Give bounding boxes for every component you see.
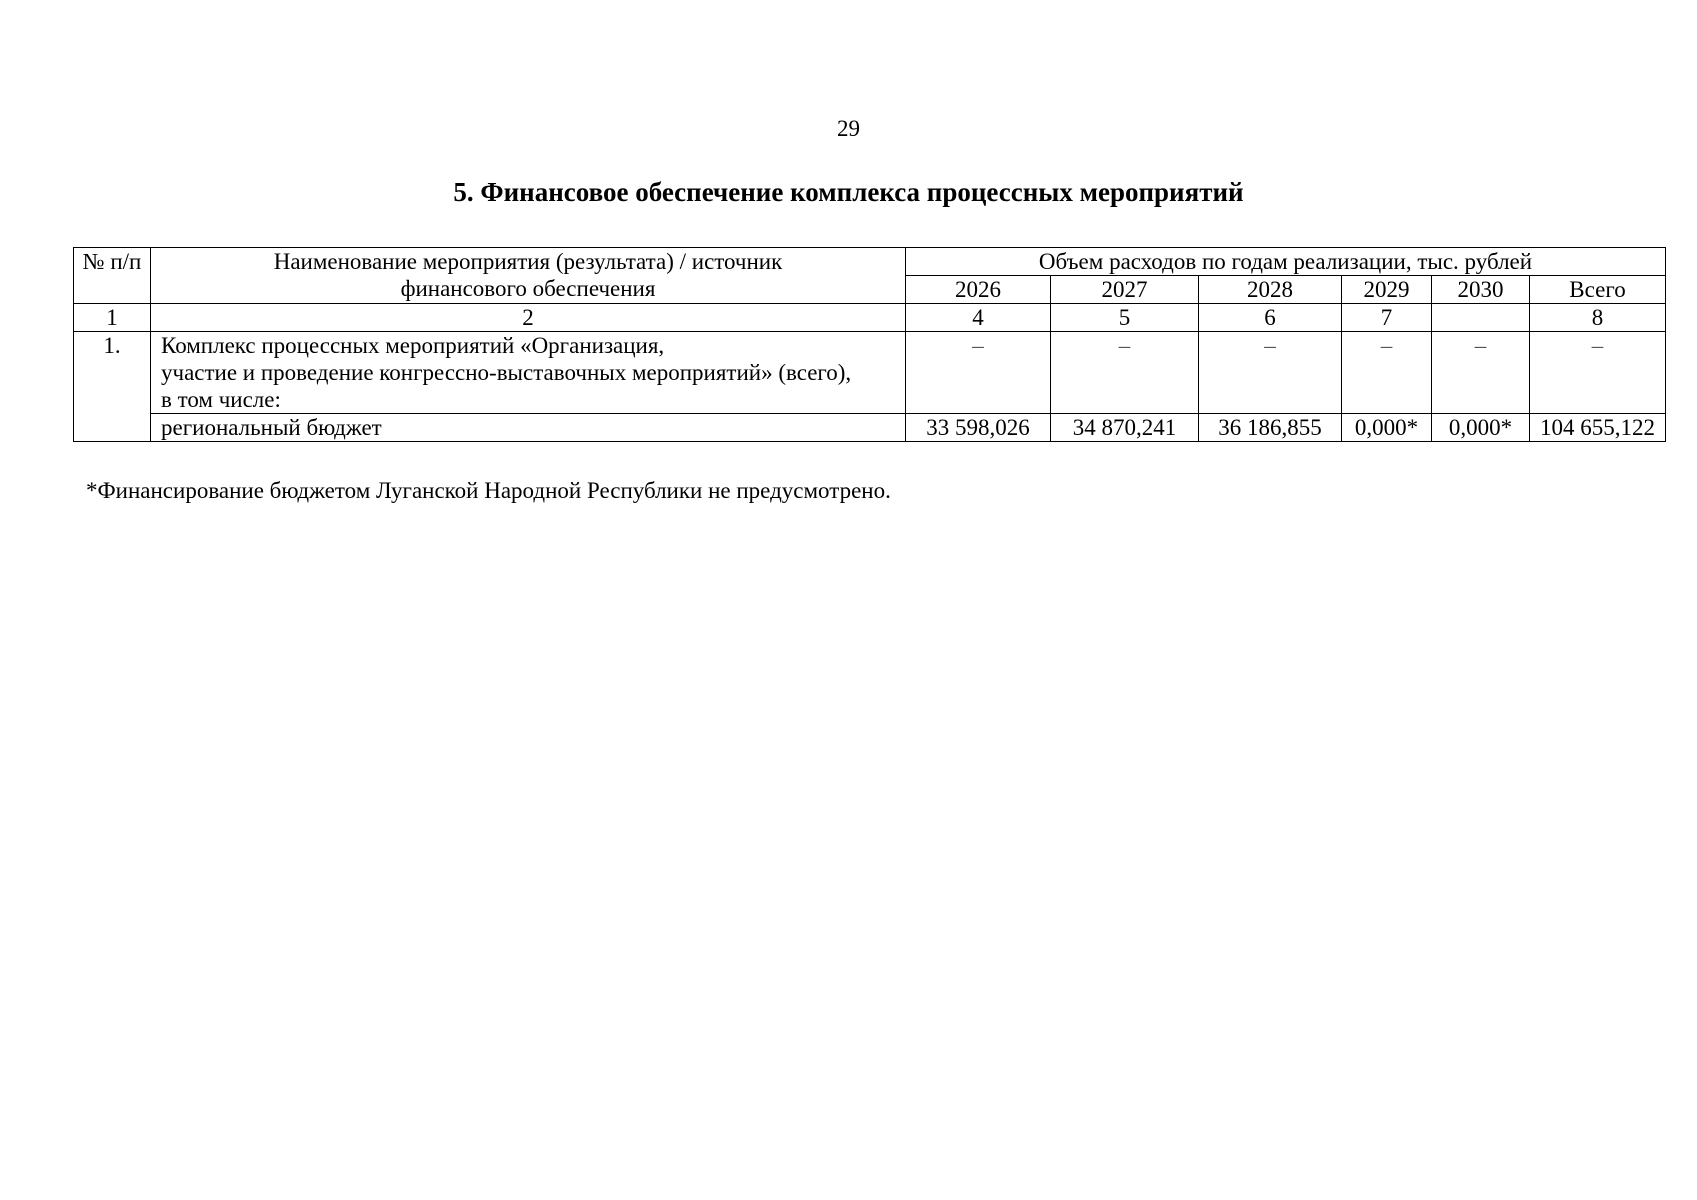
table-row bbox=[74, 332, 1666, 414]
value-cell: 33 598,026 bbox=[906, 414, 1051, 442]
header-year: 2027 bbox=[1051, 276, 1199, 304]
row-num: 1. bbox=[74, 332, 151, 442]
value-cell: – bbox=[1530, 332, 1666, 414]
index-cell: 2 bbox=[151, 304, 906, 332]
value-cell: 36 186,855 bbox=[1199, 414, 1342, 442]
financing-table bbox=[73, 247, 1666, 442]
index-cell: 7 bbox=[1342, 304, 1432, 332]
header-volume-group: Объем расходов по годам реализации, тыс. рублей bbox=[906, 248, 1666, 276]
header-year: 2029 bbox=[1342, 276, 1432, 304]
footnote: *Финансирование бюджетом Луганской Народной Республики не предусмотрено. bbox=[86, 478, 891, 503]
value-cell: – bbox=[1051, 332, 1199, 414]
value-cell: – bbox=[1432, 332, 1530, 414]
row-name-line1: Комплекс процессных мероприятий «Организация, bbox=[161, 333, 665, 358]
section-title: 5. Финансовое обеспечение комплекса процессных мероприятий bbox=[453, 177, 1244, 207]
value-cell: – bbox=[906, 332, 1051, 414]
value-cell: 34 870,241 bbox=[1051, 414, 1199, 442]
value-cell: – bbox=[1199, 332, 1342, 414]
header-name-line2: финансового обеспечения bbox=[400, 276, 656, 301]
index-cell: 4 bbox=[906, 304, 1051, 332]
row-name-line3: в том числе: bbox=[161, 387, 281, 412]
header-year: 2028 bbox=[1199, 276, 1342, 304]
table-row bbox=[74, 414, 1666, 442]
index-row bbox=[74, 304, 1666, 332]
header-year: 2026 bbox=[906, 276, 1051, 304]
header-year: 2030 bbox=[1432, 276, 1530, 304]
value-cell: 0,000* bbox=[1342, 414, 1432, 442]
header-num: № п/п bbox=[74, 248, 151, 304]
header-name-line1: Наименование мероприятия (результата) / источник bbox=[273, 249, 783, 274]
row-name: региональный бюджет bbox=[151, 414, 906, 442]
value-cell: – bbox=[1342, 332, 1432, 414]
index-cell bbox=[1432, 304, 1530, 332]
index-cell: 8 bbox=[1530, 304, 1666, 332]
total-cell: 104 655,122 bbox=[1530, 414, 1666, 442]
value-cell: 0,000* bbox=[1432, 414, 1530, 442]
header-total: Всего bbox=[1530, 276, 1666, 304]
row-name-line2: участие и проведение конгрессно-выставочных мероприятий» (всего), bbox=[161, 360, 852, 385]
index-cell: 5 bbox=[1051, 304, 1199, 332]
page-number: 29 bbox=[837, 116, 860, 141]
row-name bbox=[151, 332, 906, 414]
header-name bbox=[151, 248, 906, 304]
header-row-1 bbox=[74, 248, 1666, 276]
index-cell: 6 bbox=[1199, 304, 1342, 332]
index-cell: 1 bbox=[74, 304, 151, 332]
